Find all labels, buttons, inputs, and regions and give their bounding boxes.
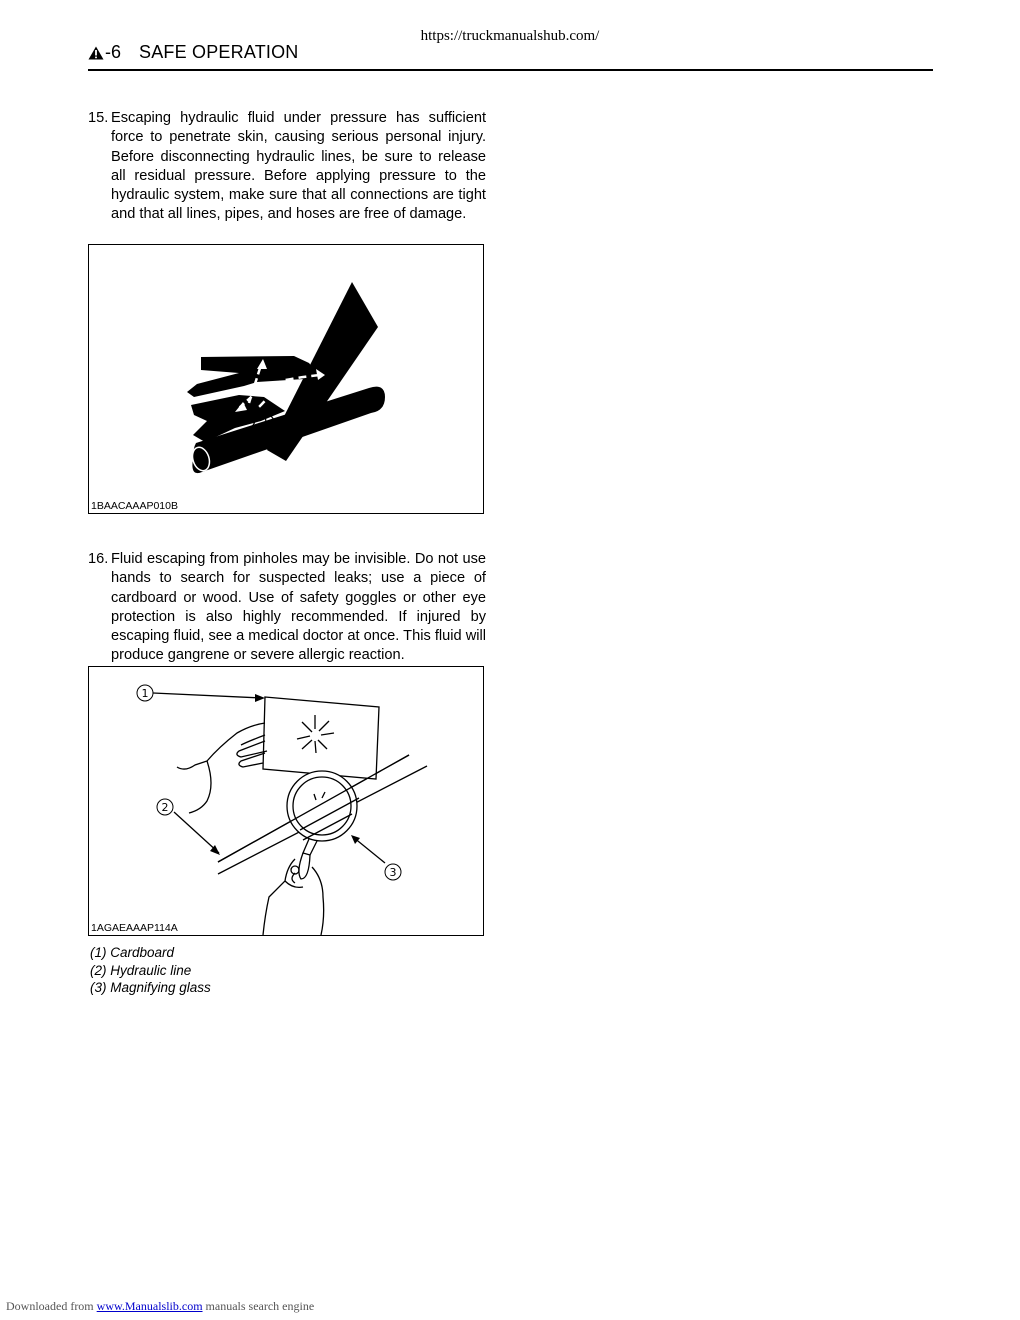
figure-code: 1BAACAAAP010B bbox=[91, 500, 178, 512]
page-number: -6 bbox=[105, 42, 122, 62]
figure-captions bbox=[90, 944, 211, 997]
caption-hydraulic-line: (2) Hydraulic line bbox=[90, 962, 192, 978]
item-text: Escaping hydraulic fluid under pressure has sufficient force to penetrate skin, causing serious personal injury. Before disconnecting hydraulic lines, be sure to release all residual pressure. Before applying pressure to the hydraulic system, make sure that all connections are tight and that all lines, pipes, and hoses are free of damage. bbox=[111, 110, 486, 223]
callout-1: 1 bbox=[141, 687, 149, 700]
source-url: https://truckmanualshub.com/ bbox=[420, 28, 600, 44]
download-footer bbox=[6, 1299, 314, 1314]
footer-suffix: manuals search engine bbox=[202, 1299, 315, 1313]
manualslib-link[interactable]: www.Manualslib.com bbox=[96, 1299, 203, 1313]
warning-triangle-icon bbox=[88, 46, 104, 60]
item-number: 16. bbox=[88, 551, 109, 567]
safety-item-16 bbox=[88, 550, 486, 666]
header-rule bbox=[88, 69, 933, 71]
item-text: Fluid escaping from pinholes may be invisible. Do not use hands to search for suspected leaks; use a piece of cardboard or wood. Use of safety goggles or other eye protection is also highly recommended. If injured by escaping fluid, see a medical doctor at once. This fluid will produce gangrene or severe allergic reaction. bbox=[111, 551, 486, 664]
section-title: SAFE OPERATION bbox=[139, 42, 299, 62]
caption-magnifying-glass: (3) Magnifying glass bbox=[90, 980, 211, 995]
figure-hydraulic-injection bbox=[88, 244, 484, 514]
callout-2: 2 bbox=[161, 801, 169, 814]
item-number: 15. bbox=[88, 110, 109, 126]
caption-cardboard: (1) Cardboard bbox=[90, 945, 175, 960]
hand-hose-illustration bbox=[89, 245, 483, 513]
footer-prefix: Downloaded from bbox=[6, 1299, 97, 1313]
callout-3: 3 bbox=[389, 866, 397, 879]
figure-code: 1AGAEAAAP114A bbox=[91, 922, 178, 934]
figure-leak-search bbox=[88, 666, 484, 936]
page-header bbox=[88, 42, 299, 63]
cardboard-magnifier-illustration bbox=[89, 667, 483, 935]
safety-item-15 bbox=[88, 109, 486, 225]
